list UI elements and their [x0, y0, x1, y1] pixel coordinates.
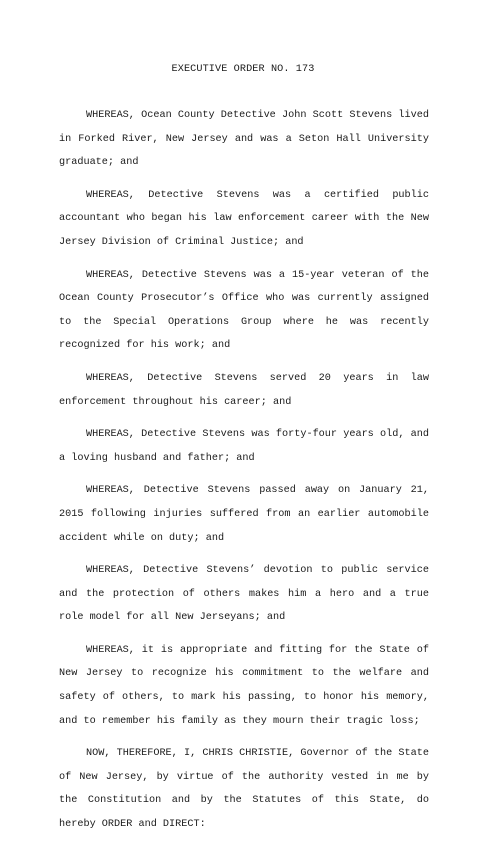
document-body [59, 104, 429, 846]
whereas-paragraph-family: WHEREAS, Detective Stevens was forty-four years old, and a loving husband and father; and [59, 429, 429, 464]
whereas-paragraph-passing: WHEREAS, Detective Stevens passed away on January 21, 2015 following injuries suffered from an earlier automobile accident while on duty; and [59, 485, 429, 544]
document-title: EXECUTIVE ORDER NO. 173 [171, 64, 315, 75]
whereas-paragraph-devotion: WHEREAS, Detective Stevens’ devotion to public service and the protection of others makes him a hero and a true role model for all New Jerseyans; and [59, 565, 429, 624]
whereas-paragraph-residence: WHEREAS, Ocean County Detective John Scott Stevens lived in Forked River, New Jersey and was a Seton Hall University graduate; and [59, 110, 429, 169]
now-therefore-paragraph: NOW, THEREFORE, I, CHRIS CHRISTIE, Governor of the State of New Jersey, by virtue of the authority vested in me by the Constitution and by the Statutes of this State, do hereby ORDER and DIRECT: [59, 748, 429, 831]
whereas-paragraph-prosecutor-office: WHEREAS, Detective Stevens was a 15-year veteran of the Ocean County Prosecutor’s Office who was currently assigned to the Special Operations Group where he was recently recognized for his work; and [59, 269, 429, 352]
whereas-paragraph-career-start: WHEREAS, Detective Stevens was a certified public accountant who began his law enforcement career with the New Jersey Division of Criminal Justice; and [59, 189, 429, 248]
whereas-paragraph-years-served: WHEREAS, Detective Stevens served 20 years in law enforcement throughout his career; and [59, 372, 429, 408]
whereas-paragraph-recognition: WHEREAS, it is appropriate and fitting for the State of New Jersey to recognize his commitment to the welfare and safety of others, to mark his passing, to honor his memory, and to remember his family as they mourn their tragic loss; [59, 644, 429, 727]
